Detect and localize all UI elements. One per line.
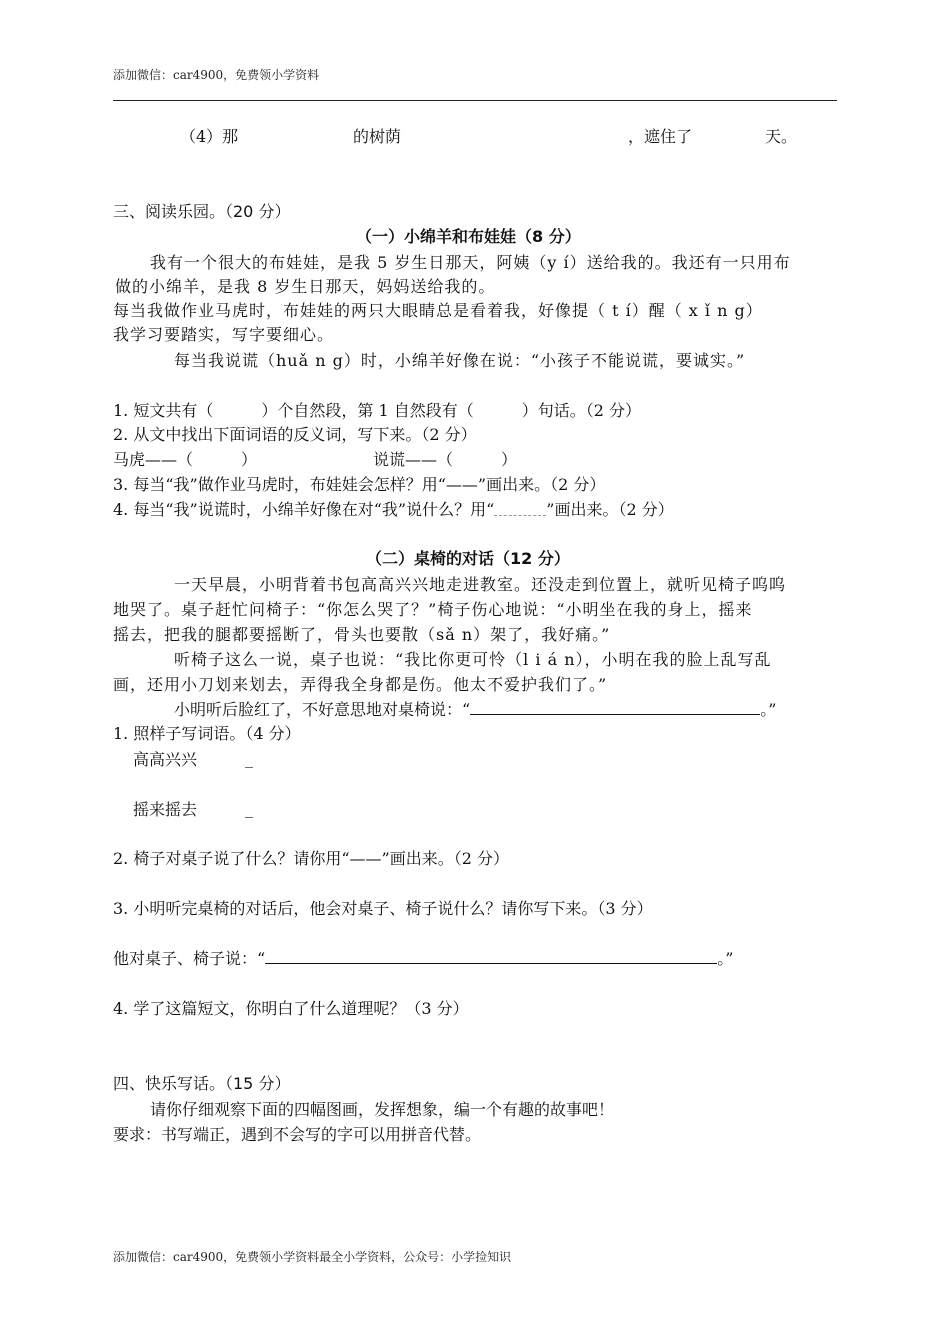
wavy-underline-mark (494, 505, 546, 516)
passage-2-line-5: 画，还用小刀划来划去，弄得我全身都是伤。他太不爱护我们了。” (113, 675, 608, 694)
section-4-line-2: 要求：书写端正，遇到不会写的字可以用拼音代替。 (113, 1125, 482, 1144)
fill-line-part-2: 的树荫 (353, 127, 402, 146)
page-footer: 添加微信：car4900，免费领小学资料最全小学资料，公众号：小学捡知识 (113, 1250, 512, 1264)
passage-1-line-2: 做的小绵羊，是我 8 岁生日那天，妈妈送给我的。 (115, 277, 496, 296)
header-rule (113, 100, 837, 101)
question-4-prefix: 4. 每当“我”说谎时，小绵羊好像在对“我”说什么？用“ (113, 500, 495, 519)
antonym-blank-2[interactable]: 说谎——（ ） (373, 450, 518, 469)
fill-line-part-1: （4）那 (180, 127, 239, 146)
question-4 (113, 497, 674, 520)
section-4-title: 四、快乐写话。（15 分） (113, 1074, 291, 1093)
antonym-blank-1[interactable]: 马虎——（ ） (113, 450, 258, 469)
section-3-title: 三、阅读乐园。（20 分） (113, 202, 291, 221)
passage-2-line-1: 一天早晨，小明背着书包高高兴兴地走进教室。还没走到位置上，就听见椅子呜呜 (174, 575, 787, 594)
passage-2-last-line (174, 697, 776, 720)
passage-2-line-4: 听椅子这么一说，桌子也说：“我比你更可怜（l i á n），小明在我的脸上乱写乱 (174, 650, 772, 669)
example-blank-1[interactable]: _ (245, 749, 253, 768)
fill-line-part-4: 天。 (765, 127, 798, 146)
passage-1-line-1: 我有一个很大的布娃娃，是我 5 岁生日那天，阿姨（y í）送给我的。我还有一只用布 (150, 253, 791, 272)
example-word-1: 高高兴兴 (133, 750, 198, 769)
example-word-2: 摇来摇去 (133, 800, 198, 819)
last-line-suffix: 。” (760, 700, 777, 719)
section-4-line-1: 请你仔细观察下面的四幅图画，发挥想象，编一个有趣的故事吧！ (150, 1100, 615, 1119)
answer-underline-2[interactable] (265, 949, 717, 964)
question-1: 1. 短文共有（ ）个自然段，第 1 自然段有（ ）句话。（2 分） (113, 401, 641, 420)
example-blank-2[interactable]: _ (245, 799, 253, 818)
question-2: 2. 从文中找出下面词语的反义词，写下来。（2 分） (113, 425, 477, 444)
passage-2-line-2: 地哭了。桌子赶忙问椅子：“你怎么哭了？”椅子伤心地说：“小明坐在我的身上，摇来 (113, 600, 753, 619)
answer-underline-1[interactable] (470, 700, 760, 715)
fill-line-part-3: ，遮住了 (628, 127, 693, 146)
passage-1-title: （一）小绵羊和布娃娃（8 分） (356, 227, 581, 246)
answer-prefix: 他对桌子、椅子说：“ (113, 949, 266, 968)
answer-line (113, 946, 733, 969)
passage-1-line-4: 我学习要踏实，写字要细心。 (113, 325, 335, 344)
passage-2-question-4: 4. 学了这篇短文，你明白了什么道理呢？（3 分） (113, 999, 469, 1018)
passage-1-line-5: 每当我说谎（huǎ n g）时，小绵羊好像在说：“小孩子不能说谎，要诚实。” (174, 351, 746, 370)
passage-1-line-3: 每当我做作业马虎时，布娃娃的两只大眼睛总是看着我，好像提（ t í）醒（ x ǐ n g） (113, 301, 763, 320)
passage-2-line-3: 摇去，把我的腿都要摇断了，骨头也要散（sǎ n）架了，我好痛。” (113, 625, 611, 644)
question-4-suffix: ”画出来。（2 分） (546, 500, 674, 519)
passage-2-title: （二）桌椅的对话（12 分） (366, 549, 570, 568)
answer-suffix: 。” (717, 949, 734, 968)
last-line-prefix: 小明听后脸红了，不好意思地对桌椅说：“ (174, 700, 471, 719)
passage-2-question-2: 2. 椅子对桌子说了什么？请你用“——”画出来。（2 分） (113, 849, 509, 868)
question-3: 3. 每当“我”做作业马虎时，布娃娃会怎样？用“——”画出来。（2 分） (113, 475, 606, 494)
passage-2-question-3: 3. 小明听完桌椅的对话后，他会对桌子、椅子说什么？请你写下来。（3 分） (113, 899, 653, 918)
passage-2-question-1: 1. 照样子写词语。（4 分） (113, 724, 301, 743)
page-header: 添加微信：car4900，免费领小学资料 (113, 68, 320, 82)
